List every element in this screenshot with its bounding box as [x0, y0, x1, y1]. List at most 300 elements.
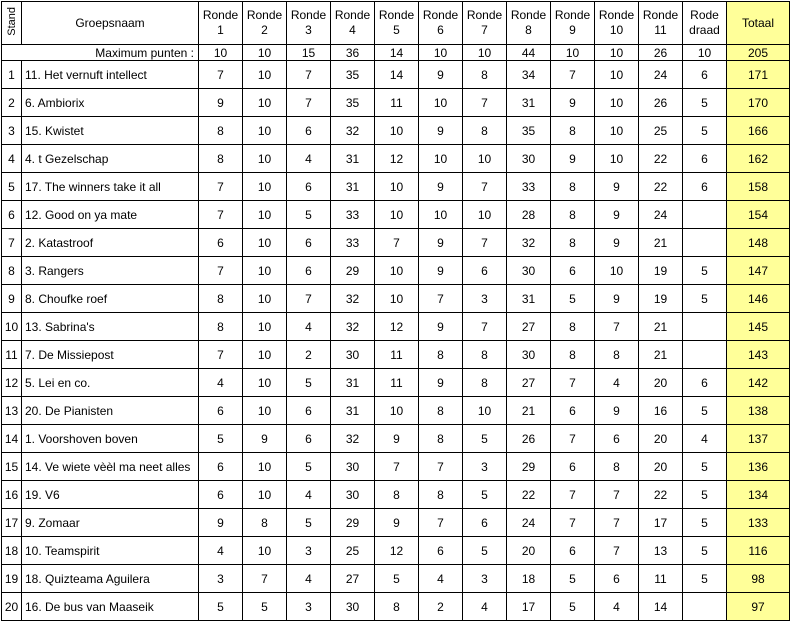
score-cell: 5	[375, 565, 419, 593]
score-cell: 17	[639, 509, 683, 537]
group-name-cell: 5. Lei en co.	[22, 369, 199, 397]
score-cell: 5	[683, 565, 727, 593]
score-cell: 10	[375, 117, 419, 145]
group-name-cell: 3. Rangers	[22, 257, 199, 285]
round-header: Ronde 11	[639, 2, 683, 45]
score-cell: 30	[331, 453, 375, 481]
score-cell: 10	[375, 201, 419, 229]
score-cell: 34	[507, 61, 551, 89]
total-cell: 138	[727, 397, 790, 425]
total-cell: 133	[727, 509, 790, 537]
rank-cell: 5	[2, 173, 22, 201]
score-cell: 5	[463, 425, 507, 453]
score-cell: 7	[551, 509, 595, 537]
score-cell: 10	[463, 201, 507, 229]
score-cell: 10	[419, 89, 463, 117]
group-name-cell: 14. Ve wiete vèèl ma neet alles	[22, 453, 199, 481]
max-points-cell: 10	[683, 45, 727, 61]
score-cell: 18	[507, 565, 551, 593]
score-cell	[683, 313, 727, 341]
score-cell: 9	[375, 425, 419, 453]
score-cell: 10	[243, 481, 287, 509]
group-name-cell: 9. Zomaar	[22, 509, 199, 537]
score-cell: 9	[419, 117, 463, 145]
score-cell: 24	[507, 509, 551, 537]
score-cell: 8	[463, 61, 507, 89]
total-cell: 134	[727, 481, 790, 509]
score-cell: 10	[243, 285, 287, 313]
score-cell: 30	[507, 341, 551, 369]
score-cell: 5	[683, 285, 727, 313]
group-name-cell: 11. Het vernuft intellect	[22, 61, 199, 89]
score-cell: 17	[507, 593, 551, 621]
score-cell: 11	[639, 565, 683, 593]
score-cell: 7	[199, 201, 243, 229]
score-cell: 31	[331, 145, 375, 173]
score-cell: 11	[375, 341, 419, 369]
max-points-row	[2, 45, 790, 61]
total-cell: 137	[727, 425, 790, 453]
total-cell: 97	[727, 593, 790, 621]
score-cell: 4	[463, 593, 507, 621]
score-cell: 4	[287, 565, 331, 593]
score-cell: 7	[199, 257, 243, 285]
score-cell: 7	[287, 89, 331, 117]
score-cell: 7	[419, 509, 463, 537]
score-cell: 21	[507, 397, 551, 425]
rank-cell: 11	[2, 341, 22, 369]
score-cell: 12	[375, 145, 419, 173]
total-cell: 171	[727, 61, 790, 89]
table-row	[2, 173, 790, 201]
score-cell	[683, 229, 727, 257]
score-cell: 10	[243, 313, 287, 341]
round-header: Ronde 2	[243, 2, 287, 45]
score-cell: 7	[463, 313, 507, 341]
total-cell: 98	[727, 565, 790, 593]
score-cell: 32	[507, 229, 551, 257]
stand-header-label: Stand	[5, 6, 18, 36]
group-name-cell: 8. Choufke roef	[22, 285, 199, 313]
score-cell: 6	[287, 257, 331, 285]
score-cell: 6	[683, 369, 727, 397]
score-cell: 30	[507, 145, 551, 173]
score-cell: 7	[287, 61, 331, 89]
max-points-total: 205	[727, 45, 790, 61]
score-cell: 5	[683, 117, 727, 145]
score-cell: 7	[463, 89, 507, 117]
round-header: Ronde 7	[463, 2, 507, 45]
rank-cell: 15	[2, 453, 22, 481]
score-cell: 32	[331, 313, 375, 341]
score-cell: 10	[243, 61, 287, 89]
score-cell: 7	[199, 61, 243, 89]
score-cell: 10	[463, 145, 507, 173]
rank-cell: 19	[2, 565, 22, 593]
group-name-cell: 12. Good on ya mate	[22, 201, 199, 229]
score-cell: 8	[551, 173, 595, 201]
score-cell: 35	[507, 117, 551, 145]
max-points-cell: 44	[507, 45, 551, 61]
score-cell: 10	[243, 369, 287, 397]
score-cell: 22	[639, 173, 683, 201]
score-cell: 3	[287, 593, 331, 621]
total-cell: 154	[727, 201, 790, 229]
group-name-cell: 2. Katastroof	[22, 229, 199, 257]
score-cell: 9	[419, 257, 463, 285]
score-cell: 20	[639, 425, 683, 453]
score-cell: 7	[419, 453, 463, 481]
scoreboard-table	[1, 1, 790, 621]
score-cell: 9	[419, 369, 463, 397]
max-points-cell: 10	[463, 45, 507, 61]
score-cell: 10	[375, 285, 419, 313]
score-cell: 22	[507, 481, 551, 509]
group-name-cell: 16. De bus van Maaseik	[22, 593, 199, 621]
score-cell: 2	[287, 341, 331, 369]
totaal-header: Totaal	[727, 2, 790, 45]
rank-cell: 17	[2, 509, 22, 537]
stand-header	[2, 2, 22, 45]
table-row	[2, 201, 790, 229]
score-cell: 6	[551, 537, 595, 565]
table-row	[2, 257, 790, 285]
score-cell: 10	[375, 257, 419, 285]
score-cell: 8	[595, 453, 639, 481]
round-header: Ronde 1	[199, 2, 243, 45]
score-cell: 7	[375, 229, 419, 257]
group-name-cell: 18. Quizteama Aguilera	[22, 565, 199, 593]
score-cell: 8	[419, 425, 463, 453]
score-cell: 32	[331, 117, 375, 145]
score-cell: 4	[199, 537, 243, 565]
score-cell: 35	[331, 89, 375, 117]
score-cell: 7	[595, 509, 639, 537]
score-cell: 30	[507, 257, 551, 285]
score-cell: 4	[287, 313, 331, 341]
score-cell: 2	[419, 593, 463, 621]
score-cell: 7	[551, 481, 595, 509]
score-cell: 6	[551, 257, 595, 285]
score-cell: 6	[419, 537, 463, 565]
score-cell: 5	[199, 593, 243, 621]
score-cell: 7	[243, 565, 287, 593]
score-cell: 7	[551, 425, 595, 453]
table-row	[2, 565, 790, 593]
score-cell: 7	[463, 173, 507, 201]
score-body	[2, 61, 790, 621]
score-cell: 10	[375, 397, 419, 425]
score-cell: 11	[375, 89, 419, 117]
score-cell: 29	[507, 453, 551, 481]
table-row	[2, 89, 790, 117]
group-name-cell: 7. De Missiepost	[22, 341, 199, 369]
score-cell: 10	[243, 145, 287, 173]
score-cell: 10	[243, 453, 287, 481]
score-cell: 8	[199, 117, 243, 145]
table-row	[2, 369, 790, 397]
score-cell: 6	[595, 565, 639, 593]
score-cell: 10	[463, 397, 507, 425]
score-cell: 6	[551, 453, 595, 481]
max-points-cell: 14	[375, 45, 419, 61]
score-cell: 5	[683, 397, 727, 425]
score-cell: 24	[639, 61, 683, 89]
rank-cell: 14	[2, 425, 22, 453]
group-name-cell: 13. Sabrina's	[22, 313, 199, 341]
table-row	[2, 117, 790, 145]
score-cell: 5	[287, 201, 331, 229]
score-cell: 7	[551, 61, 595, 89]
score-cell: 7	[199, 173, 243, 201]
max-points-cell: 10	[243, 45, 287, 61]
rank-cell: 2	[2, 89, 22, 117]
score-cell: 5	[287, 509, 331, 537]
score-cell: 9	[595, 229, 639, 257]
score-cell: 27	[507, 313, 551, 341]
score-cell: 8	[595, 341, 639, 369]
score-cell: 28	[507, 201, 551, 229]
score-cell: 5	[683, 509, 727, 537]
score-cell: 9	[199, 89, 243, 117]
score-cell: 6	[595, 425, 639, 453]
round-header: Ronde 8	[507, 2, 551, 45]
score-cell: 25	[639, 117, 683, 145]
score-cell: 31	[507, 89, 551, 117]
score-cell: 10	[243, 341, 287, 369]
score-cell: 5	[287, 369, 331, 397]
score-cell: 5	[683, 89, 727, 117]
score-cell: 9	[419, 61, 463, 89]
score-cell: 8	[419, 341, 463, 369]
score-cell: 10	[595, 117, 639, 145]
score-cell: 5	[551, 593, 595, 621]
max-points-cell: 10	[595, 45, 639, 61]
max-points-cell: 10	[419, 45, 463, 61]
score-cell: 8	[199, 285, 243, 313]
score-cell: 5	[683, 481, 727, 509]
score-cell: 10	[243, 117, 287, 145]
table-row	[2, 341, 790, 369]
score-cell: 9	[551, 145, 595, 173]
score-cell: 3	[463, 453, 507, 481]
score-cell: 8	[551, 229, 595, 257]
score-cell: 32	[331, 425, 375, 453]
score-cell: 31	[331, 173, 375, 201]
score-cell: 9	[595, 397, 639, 425]
score-cell: 3	[199, 565, 243, 593]
score-cell: 5	[683, 537, 727, 565]
score-cell: 9	[199, 509, 243, 537]
score-cell: 5	[683, 453, 727, 481]
score-cell: 4	[595, 369, 639, 397]
group-name-cell: 1. Voorshoven boven	[22, 425, 199, 453]
score-cell: 30	[331, 593, 375, 621]
rank-cell: 8	[2, 257, 22, 285]
score-cell: 10	[243, 229, 287, 257]
groepsnaam-header: Groepsnaam	[22, 2, 199, 45]
score-cell: 5	[463, 481, 507, 509]
score-cell: 29	[331, 257, 375, 285]
score-cell: 6	[287, 173, 331, 201]
score-cell: 8	[375, 481, 419, 509]
score-cell: 6	[287, 117, 331, 145]
table-row	[2, 397, 790, 425]
score-cell: 8	[551, 313, 595, 341]
score-cell: 10	[243, 173, 287, 201]
score-cell: 35	[331, 61, 375, 89]
round-header: Ronde 6	[419, 2, 463, 45]
score-cell: 8	[419, 481, 463, 509]
score-cell: 27	[507, 369, 551, 397]
score-cell: 8	[463, 341, 507, 369]
max-points-cell: 15	[287, 45, 331, 61]
score-cell: 9	[419, 229, 463, 257]
score-cell: 6	[463, 509, 507, 537]
table-row	[2, 593, 790, 621]
score-cell: 9	[243, 425, 287, 453]
rank-cell: 3	[2, 117, 22, 145]
score-cell: 4	[595, 593, 639, 621]
table-row	[2, 229, 790, 257]
score-cell: 8	[199, 145, 243, 173]
rank-cell: 16	[2, 481, 22, 509]
score-cell: 8	[419, 397, 463, 425]
group-name-cell: 19. V6	[22, 481, 199, 509]
score-cell: 5	[551, 285, 595, 313]
score-cell: 8	[199, 313, 243, 341]
score-cell: 8	[551, 341, 595, 369]
score-cell: 7	[287, 285, 331, 313]
rank-cell: 13	[2, 397, 22, 425]
group-name-cell: 20. De Pianisten	[22, 397, 199, 425]
score-cell: 33	[507, 173, 551, 201]
score-cell: 8	[463, 369, 507, 397]
score-cell: 6	[199, 453, 243, 481]
table-row	[2, 453, 790, 481]
max-points-cell: 10	[551, 45, 595, 61]
score-cell: 10	[595, 61, 639, 89]
score-cell: 10	[419, 201, 463, 229]
total-cell: 146	[727, 285, 790, 313]
score-cell: 4	[287, 145, 331, 173]
rank-cell: 18	[2, 537, 22, 565]
score-cell: 7	[375, 453, 419, 481]
total-cell: 136	[727, 453, 790, 481]
score-cell: 7	[199, 341, 243, 369]
table-row	[2, 537, 790, 565]
score-cell: 10	[243, 537, 287, 565]
rode-draad-header: Rode draad	[683, 2, 727, 45]
score-cell: 11	[375, 369, 419, 397]
score-cell: 10	[243, 397, 287, 425]
score-cell: 26	[507, 425, 551, 453]
rank-cell: 1	[2, 61, 22, 89]
total-cell: 170	[727, 89, 790, 117]
table-row	[2, 61, 790, 89]
score-cell: 14	[375, 61, 419, 89]
group-name-cell: 4. t Gezelschap	[22, 145, 199, 173]
score-cell: 8	[463, 117, 507, 145]
rank-cell: 10	[2, 313, 22, 341]
total-cell: 166	[727, 117, 790, 145]
score-cell: 30	[331, 481, 375, 509]
max-points-cell: 36	[331, 45, 375, 61]
score-cell: 21	[639, 313, 683, 341]
score-cell: 30	[331, 341, 375, 369]
round-header: Ronde 5	[375, 2, 419, 45]
score-cell: 9	[595, 201, 639, 229]
score-cell: 6	[287, 425, 331, 453]
round-header: Ronde 10	[595, 2, 639, 45]
total-cell: 158	[727, 173, 790, 201]
table-row	[2, 425, 790, 453]
score-cell: 22	[639, 481, 683, 509]
score-cell: 33	[331, 201, 375, 229]
score-cell: 9	[419, 173, 463, 201]
rank-cell: 12	[2, 369, 22, 397]
score-cell: 31	[331, 397, 375, 425]
score-cell: 32	[331, 285, 375, 313]
round-header: Ronde 4	[331, 2, 375, 45]
score-cell: 20	[507, 537, 551, 565]
score-cell: 14	[639, 593, 683, 621]
total-cell: 116	[727, 537, 790, 565]
score-cell: 21	[639, 229, 683, 257]
score-cell: 3	[463, 565, 507, 593]
score-cell: 10	[419, 145, 463, 173]
score-cell: 5	[551, 565, 595, 593]
score-cell: 5	[243, 593, 287, 621]
score-cell: 24	[639, 201, 683, 229]
score-cell: 6	[551, 397, 595, 425]
score-cell: 27	[331, 565, 375, 593]
score-cell: 6	[683, 173, 727, 201]
score-cell: 8	[375, 593, 419, 621]
score-cell: 9	[595, 173, 639, 201]
round-header: Ronde 3	[287, 2, 331, 45]
score-cell: 6	[287, 397, 331, 425]
max-points-label: Maximum punten :	[2, 45, 199, 61]
score-cell: 31	[331, 369, 375, 397]
score-cell: 13	[639, 537, 683, 565]
score-cell: 10	[243, 89, 287, 117]
score-cell: 22	[639, 145, 683, 173]
score-cell: 5	[463, 537, 507, 565]
table-row	[2, 509, 790, 537]
group-name-cell: 10. Teamspirit	[22, 537, 199, 565]
score-cell: 4	[419, 565, 463, 593]
score-cell: 21	[639, 341, 683, 369]
score-cell: 10	[595, 145, 639, 173]
score-cell: 6	[463, 257, 507, 285]
score-cell: 8	[551, 117, 595, 145]
score-cell: 9	[595, 285, 639, 313]
score-cell: 12	[375, 313, 419, 341]
score-cell: 31	[507, 285, 551, 313]
score-cell: 9	[551, 89, 595, 117]
score-cell: 6	[199, 229, 243, 257]
score-cell: 6	[199, 397, 243, 425]
total-cell: 143	[727, 341, 790, 369]
score-cell: 6	[287, 229, 331, 257]
score-cell: 10	[243, 201, 287, 229]
score-cell: 8	[243, 509, 287, 537]
score-cell: 5	[199, 425, 243, 453]
score-cell: 4	[199, 369, 243, 397]
table-row	[2, 481, 790, 509]
score-cell: 9	[375, 509, 419, 537]
